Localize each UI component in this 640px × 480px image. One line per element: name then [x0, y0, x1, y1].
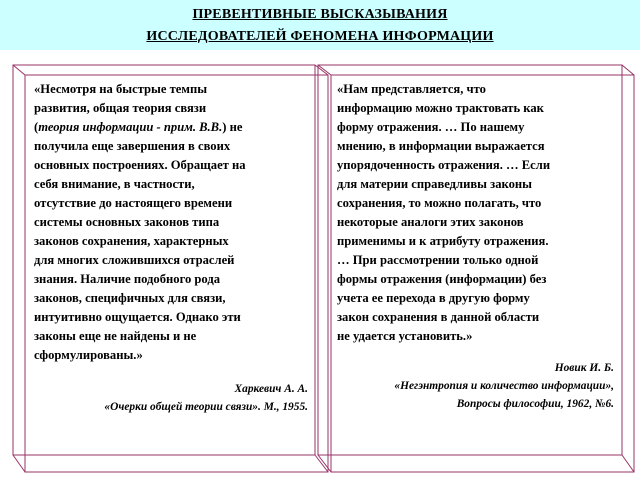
quote-line: мнению, в информации выражается	[337, 139, 545, 153]
quote-line: интуитивно ощущается. Однако эти	[34, 310, 241, 324]
quote-line: закон сохранения в данной области	[337, 310, 540, 324]
quote-line: законов, специфичных для связи,	[34, 291, 226, 305]
quote-line: не удается установить.»	[337, 329, 473, 343]
quote-line: для многих сложившихся отраслей	[34, 253, 235, 267]
left-source: «Очерки общей теории связи». М., 1955.	[104, 401, 308, 413]
quote-line: законов сохранения, характерных	[34, 234, 229, 248]
page-title-line2: ИССЛЕДОВАТЕЛЕЙ ФЕНОМЕНА ИНФОРМАЦИИ	[146, 29, 494, 44]
quote-line: формы отражения (информации) без	[337, 272, 547, 286]
right-source-line2: Вопросы философии, 1962, №6.	[456, 398, 614, 410]
quote-line: … При рассмотрении только одной	[337, 253, 539, 267]
quote-line: знания. Наличие подобного рода	[34, 272, 221, 286]
quote-line: законы еще не найдены и не	[34, 329, 197, 343]
left-attribution	[30, 380, 308, 416]
quote-line: основных построениях. Обращает на	[34, 158, 246, 172]
quote-line-italic: (теория информации - прим. В.В.) не	[34, 120, 243, 134]
page-title-line1: ПРЕВЕНТИВНЫЕ ВЫСКАЗЫВАНИЯ	[192, 7, 448, 22]
right-source-line1: «Негэнтропия и количество информации»,	[394, 380, 614, 392]
quote-line: сохранения, то можно полагать, что	[337, 196, 542, 210]
quote-line: сформулированы.»	[34, 348, 143, 362]
right-author: Новик И. Б.	[554, 362, 614, 374]
quote-line: отсутствие до настоящего времени	[34, 196, 233, 210]
left-author: Харкевич А. А.	[234, 383, 308, 395]
quote-line: «Нам представляется, что	[337, 82, 486, 96]
quote-line: системы основных законов типа	[34, 215, 220, 229]
quote-line: некоторые аналоги этих законов	[337, 215, 524, 229]
right-quote	[337, 80, 629, 346]
quote-line	[34, 118, 324, 137]
quote-line: себя внимание, в частности,	[34, 177, 195, 191]
right-attribution	[336, 359, 614, 413]
left-quote	[34, 80, 324, 365]
quote-line: учета ее перехода в другую форму	[337, 291, 530, 305]
quote-line: для материи справедливы законы	[337, 177, 532, 191]
quote-line: «Несмотря на быстрые темпы	[34, 82, 208, 96]
quote-line: форму отражения. … По нашему	[337, 120, 525, 134]
quote-line: упорядоченность отражения. … Если	[337, 158, 551, 172]
quote-line: применимы и к атрибуту отражения.	[337, 234, 549, 248]
quote-line: получила еще завершения в своих	[34, 139, 231, 153]
quote-line: развития, общая теория связи	[34, 101, 207, 115]
quote-line: информацию можно трактовать как	[337, 101, 544, 115]
